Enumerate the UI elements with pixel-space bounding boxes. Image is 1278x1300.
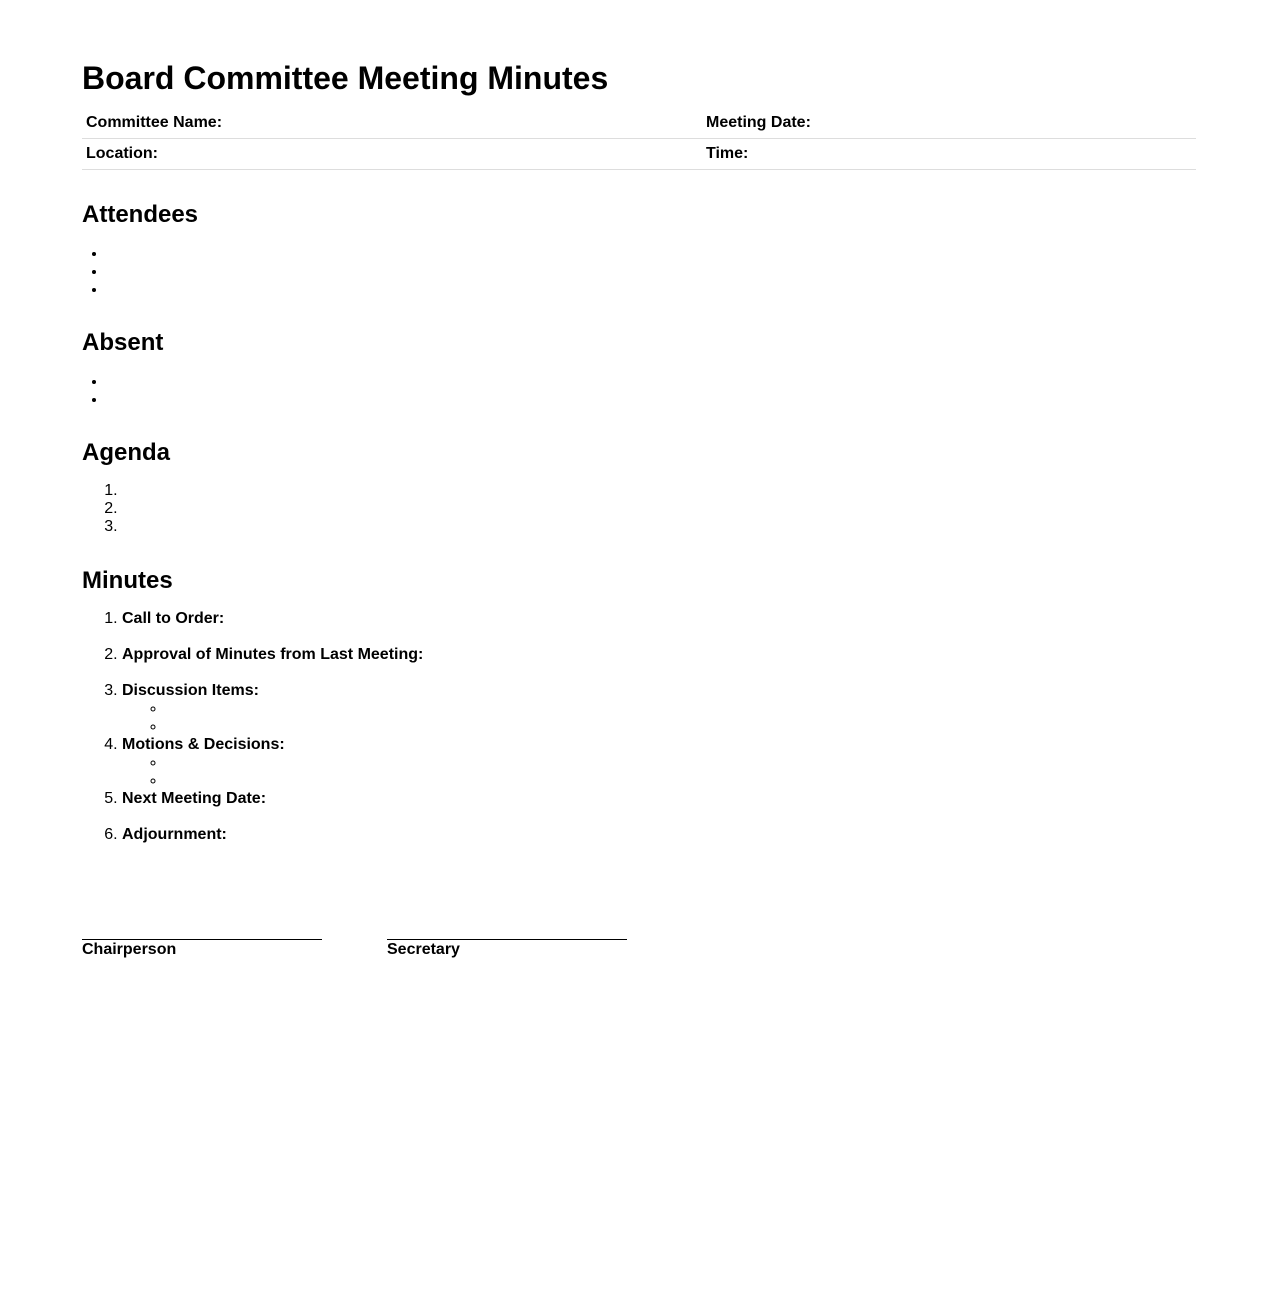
- time-label: Time:: [702, 139, 1196, 170]
- minutes-item: [122, 610, 423, 628]
- attendees-list: [67, 245, 107, 299]
- list-item: [166, 700, 423, 718]
- minutes-heading: Minutes: [82, 567, 173, 594]
- sub-list: [122, 754, 423, 790]
- item-label: Next Meeting Date:: [122, 790, 267, 807]
- item-label: Adjournment:: [122, 826, 227, 843]
- absent-list: [67, 373, 107, 409]
- minutes-item: [122, 736, 423, 790]
- minutes-list: [82, 610, 423, 862]
- list-item: [166, 754, 423, 772]
- sub-list: [122, 700, 423, 736]
- list-item: [166, 718, 423, 736]
- item-label: Approval of Minutes from Last Meeting:: [122, 646, 424, 663]
- minutes-item: [122, 790, 423, 808]
- agenda-heading: Agenda: [82, 439, 171, 466]
- page-title: Board Committee Meeting Minutes: [82, 60, 609, 96]
- item-label: Discussion Items:: [122, 682, 259, 699]
- minutes-item: [122, 682, 423, 736]
- item-label: Call to Order:: [122, 610, 225, 627]
- minutes-item: [122, 826, 423, 844]
- committee-name-label: Committee Name:: [82, 108, 702, 139]
- chairperson-signature: Chairperson: [82, 939, 322, 959]
- meeting-date-label: Meeting Date:: [702, 108, 1196, 139]
- meeting-info-table: [82, 108, 1196, 170]
- agenda-list: [82, 482, 122, 536]
- item-label: Motions & Decisions:: [122, 736, 285, 753]
- secretary-signature: Secretary: [387, 939, 627, 959]
- location-label: Location:: [82, 139, 702, 170]
- minutes-item: [122, 646, 423, 664]
- list-item: [166, 772, 423, 790]
- absent-heading: Absent: [82, 329, 164, 356]
- attendees-heading: Attendees: [82, 201, 199, 228]
